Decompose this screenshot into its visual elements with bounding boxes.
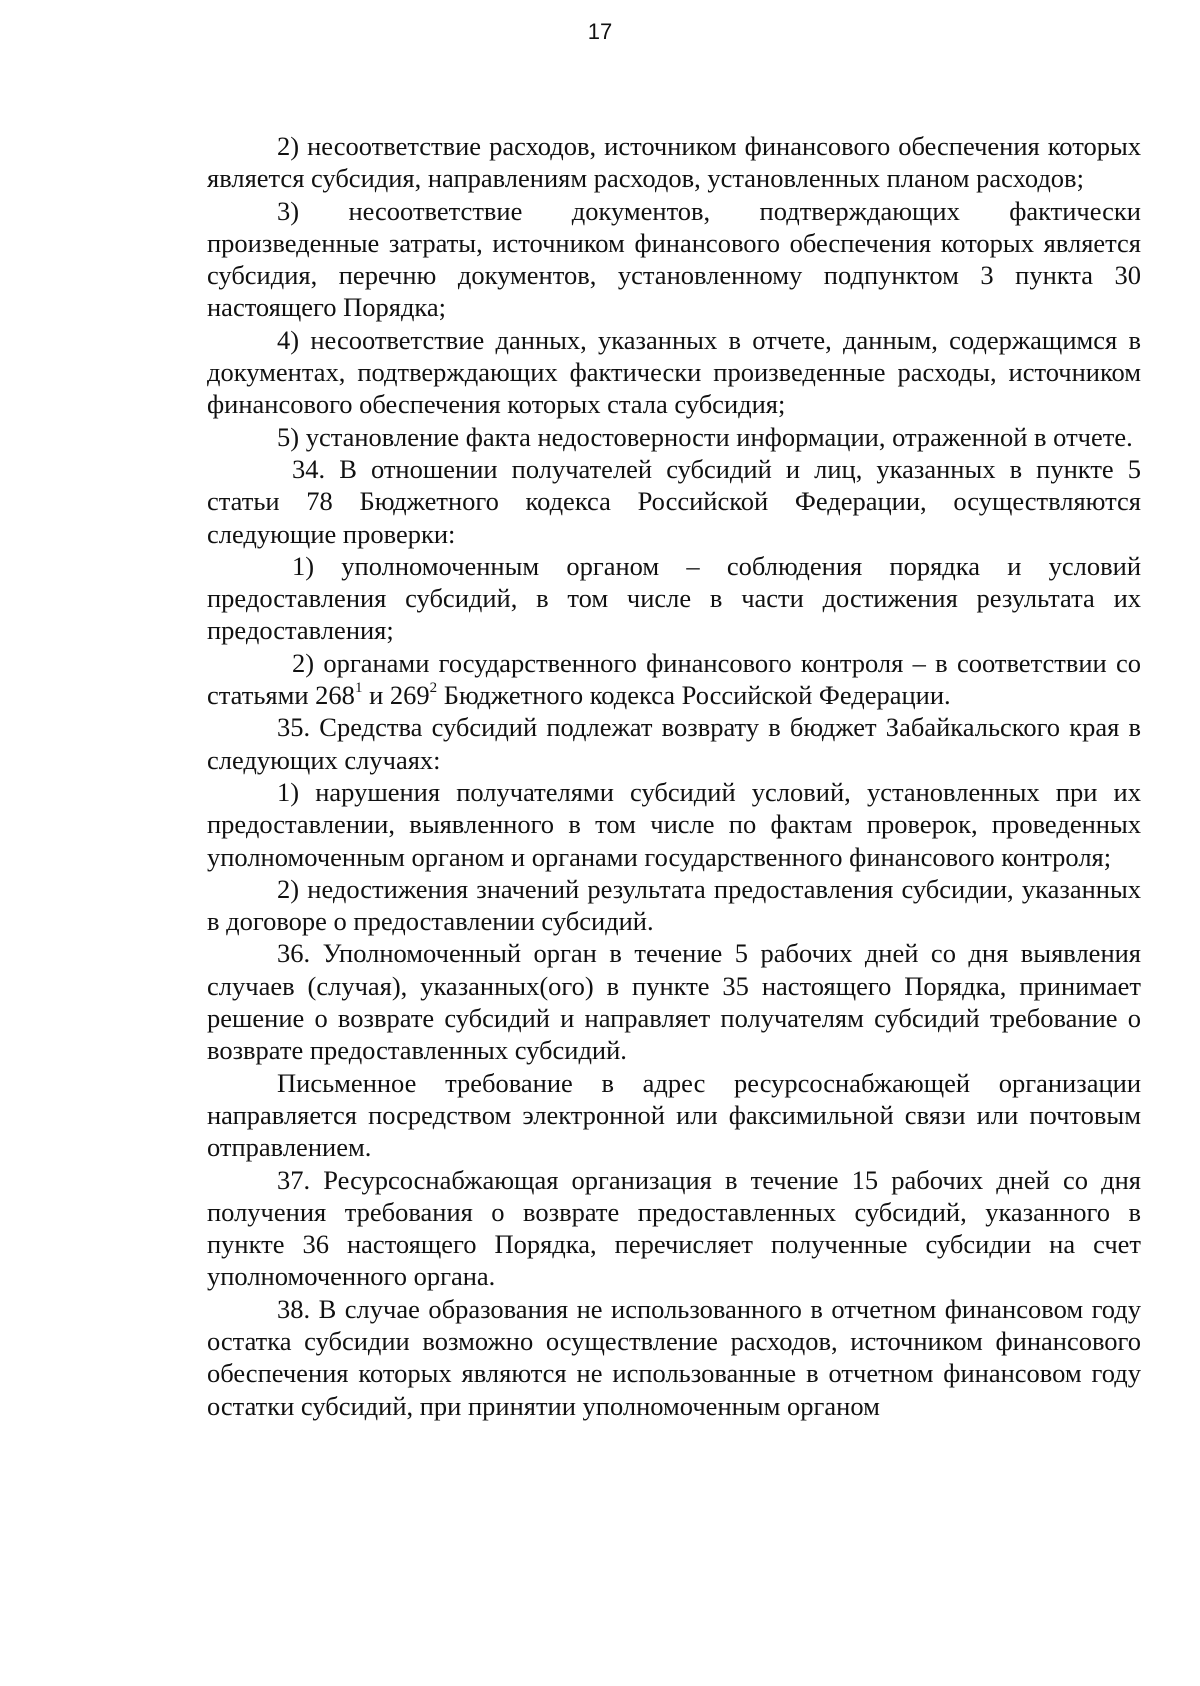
superscript-article-269: 2 [429, 680, 438, 697]
paragraph-35-item-2: 2) недостижения значений результата предоставления субсидии, указанных в договоре о предоставлении субсидий. [207, 873, 1141, 937]
paragraph-38: 38. В случае образования не использованного в отчетном финансовом году остатка субсидии возможно осуществление расходов, источником финансового обеспечения которых являются не использованные в отчетном финансовом году остатки субсидий, при принятии уполномоченным органом [207, 1293, 1141, 1421]
paragraph-34-item-1: 1) уполномоченным органом – соблюдения порядка и условий предоставления субсидий, в том числе в части достижения результата их предоставления; [207, 550, 1141, 646]
paragraph-36: 36. Уполномоченный орган в течение 5 рабочих дней со дня выявления случаев (случая), указанных(ого) в пункте 35 настоящего Порядка, принимает решение о возврате субсидий и направляет получателям субсидий требование о возврате предоставленных субсидий. [207, 938, 1141, 1066]
paragraph-37: 37. Ресурсоснабжающая организация в течение 15 рабочих дней со дня получения требования о возврате предоставленных субсидий, указанного в пункте 36 настоящего Порядка, перечисляет полученные субсидии на счет уполномоченного органа. [207, 1164, 1141, 1292]
paragraph-34-item-2-text-middle: и 269 [362, 680, 430, 711]
page-number: 17 [587, 19, 613, 44]
paragraph-34-item-2-text-after: Бюджетного кодекса Российской Федерации. [437, 680, 951, 711]
paragraph-34: 34. В отношении получателей субсидий и лиц, указанных в пункте 5 статьи 78 Бюджетного кодекса Российской Федерации, осуществляются следующие проверки: [207, 453, 1141, 549]
paragraph-34-item-2-text-before: 2) органами государственного финансового контроля – в соответствии со статьями 268 [207, 647, 1141, 711]
paragraph-item-2: 2) несоответствие расходов, источником финансового обеспечения которых является субсидия, направлениям расходов, установленных планом расходов; [207, 131, 1141, 194]
paragraph-34-item-2 [207, 647, 1141, 712]
paragraph-35: 35. Средства субсидий подлежат возврату в бюджет Забайкальского края в следующих случаях: [207, 712, 1141, 775]
superscript-article-268: 1 [354, 680, 363, 697]
paragraph-36-continuation: Письменное требование в адрес ресурсоснабжающей организации направляется посредством электронной или факсимильной связи или почтовым отправлением. [207, 1067, 1141, 1163]
paragraph-item-4: 4) несоответствие данных, указанных в отчете, данным, содержащимся в документах, подтверждающих фактически произведенные расходы, источником финансового обеспечения которых стала субсидия; [207, 324, 1141, 420]
paragraph-item-5: 5) установление факта недостоверности информации, отраженной в отчете. [277, 421, 1133, 452]
document-body [207, 130, 1141, 1422]
paragraph-35-item-1: 1) нарушения получателями субсидий условий, установленных при их предоставлении, выявленного в том числе по фактам проверок, проведенных уполномоченным органом и органами государственного финансового контроля; [207, 776, 1141, 872]
paragraph-item-3: 3) несоответствие документов, подтверждающих фактически произведенные затраты, источником финансового обеспечения которых является субсидия, перечню документов, установленному подпунктом 3 пункта 30 настоящего Порядка; [207, 195, 1141, 323]
